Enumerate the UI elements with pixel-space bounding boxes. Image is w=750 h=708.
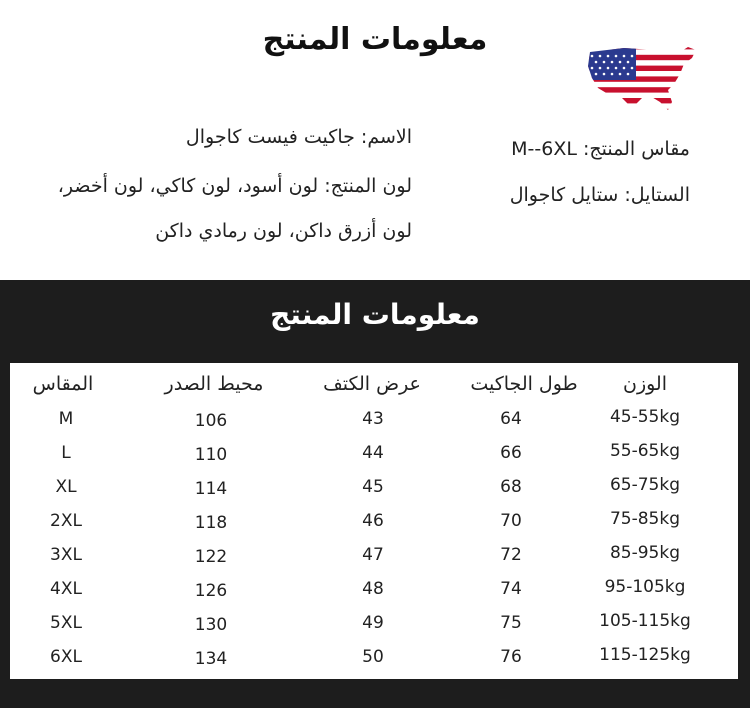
table-cell: 110 [194,445,228,465]
table-cell: 66 [500,443,522,463]
product-info-title: معلومات المنتج [262,22,488,57]
table-cell: 72 [500,545,522,565]
table-cell: 5XL [50,613,82,633]
product-info-section [0,0,750,280]
table-cell: 126 [194,581,228,601]
table-cell: 49 [362,613,384,633]
product-colors-line-2: لون أزرق داكن، لون رمادي داكن [155,220,412,242]
product-colors-line-1: لون المنتج: لون أسود، لون كاكي، لون أخضر، [57,175,412,197]
header-weight: الوزن [622,373,667,395]
table-cell: XL [55,477,77,497]
header-length: طول الجاكيت [470,373,578,395]
header-size: المقاس [32,373,94,395]
table-cell: 95-105kg [604,577,686,597]
table-cell: 55-65kg [609,441,681,461]
table-cell: 3XL [50,545,82,565]
table-cell: 65-75kg [609,475,681,495]
table-cell: 44 [362,443,384,463]
table-cell: 134 [194,649,228,669]
table-cell: 2XL [50,511,82,531]
table-cell: 75 [500,613,522,633]
size-table [10,363,738,679]
usa-map-flag-icon [584,44,700,114]
table-cell: 106 [194,411,228,431]
table-cell: 114 [194,479,228,499]
table-cell: 48 [362,579,384,599]
table-cell: 4XL [50,579,82,599]
table-cell: 45-55kg [609,407,681,427]
table-cell: 45 [362,477,384,497]
product-size-range: مقاس المنتج: M--6XL [511,138,690,160]
table-cell: M [58,409,74,429]
table-cell: 6XL [50,647,82,667]
product-style: الستايل: ستايل كاجوال [509,184,690,206]
table-cell: 64 [500,409,522,429]
table-cell: 47 [362,545,384,565]
header-shoulder: عرض الكتف [323,373,421,395]
table-cell: 43 [362,409,384,429]
table-cell: 75-85kg [609,509,681,529]
table-cell: 50 [362,647,384,667]
header-chest: محيط الصدر [164,373,264,395]
table-cell: 76 [500,647,522,667]
size-chart-section [0,280,750,708]
table-cell: L [61,443,71,463]
product-name: الاسم: جاكيت فيست كاجوال [185,126,412,148]
table-cell: 118 [194,513,228,533]
table-cell: 115-125kg [599,645,691,665]
table-cell: 46 [362,511,384,531]
size-chart-title: معلومات المنتج [270,298,480,331]
table-cell: 70 [500,511,522,531]
table-cell: 130 [194,615,228,635]
table-cell: 85-95kg [609,543,681,563]
table-cell: 68 [500,477,522,497]
table-cell: 74 [500,579,522,599]
table-cell: 122 [194,547,228,567]
table-cell: 105-115kg [599,611,691,631]
